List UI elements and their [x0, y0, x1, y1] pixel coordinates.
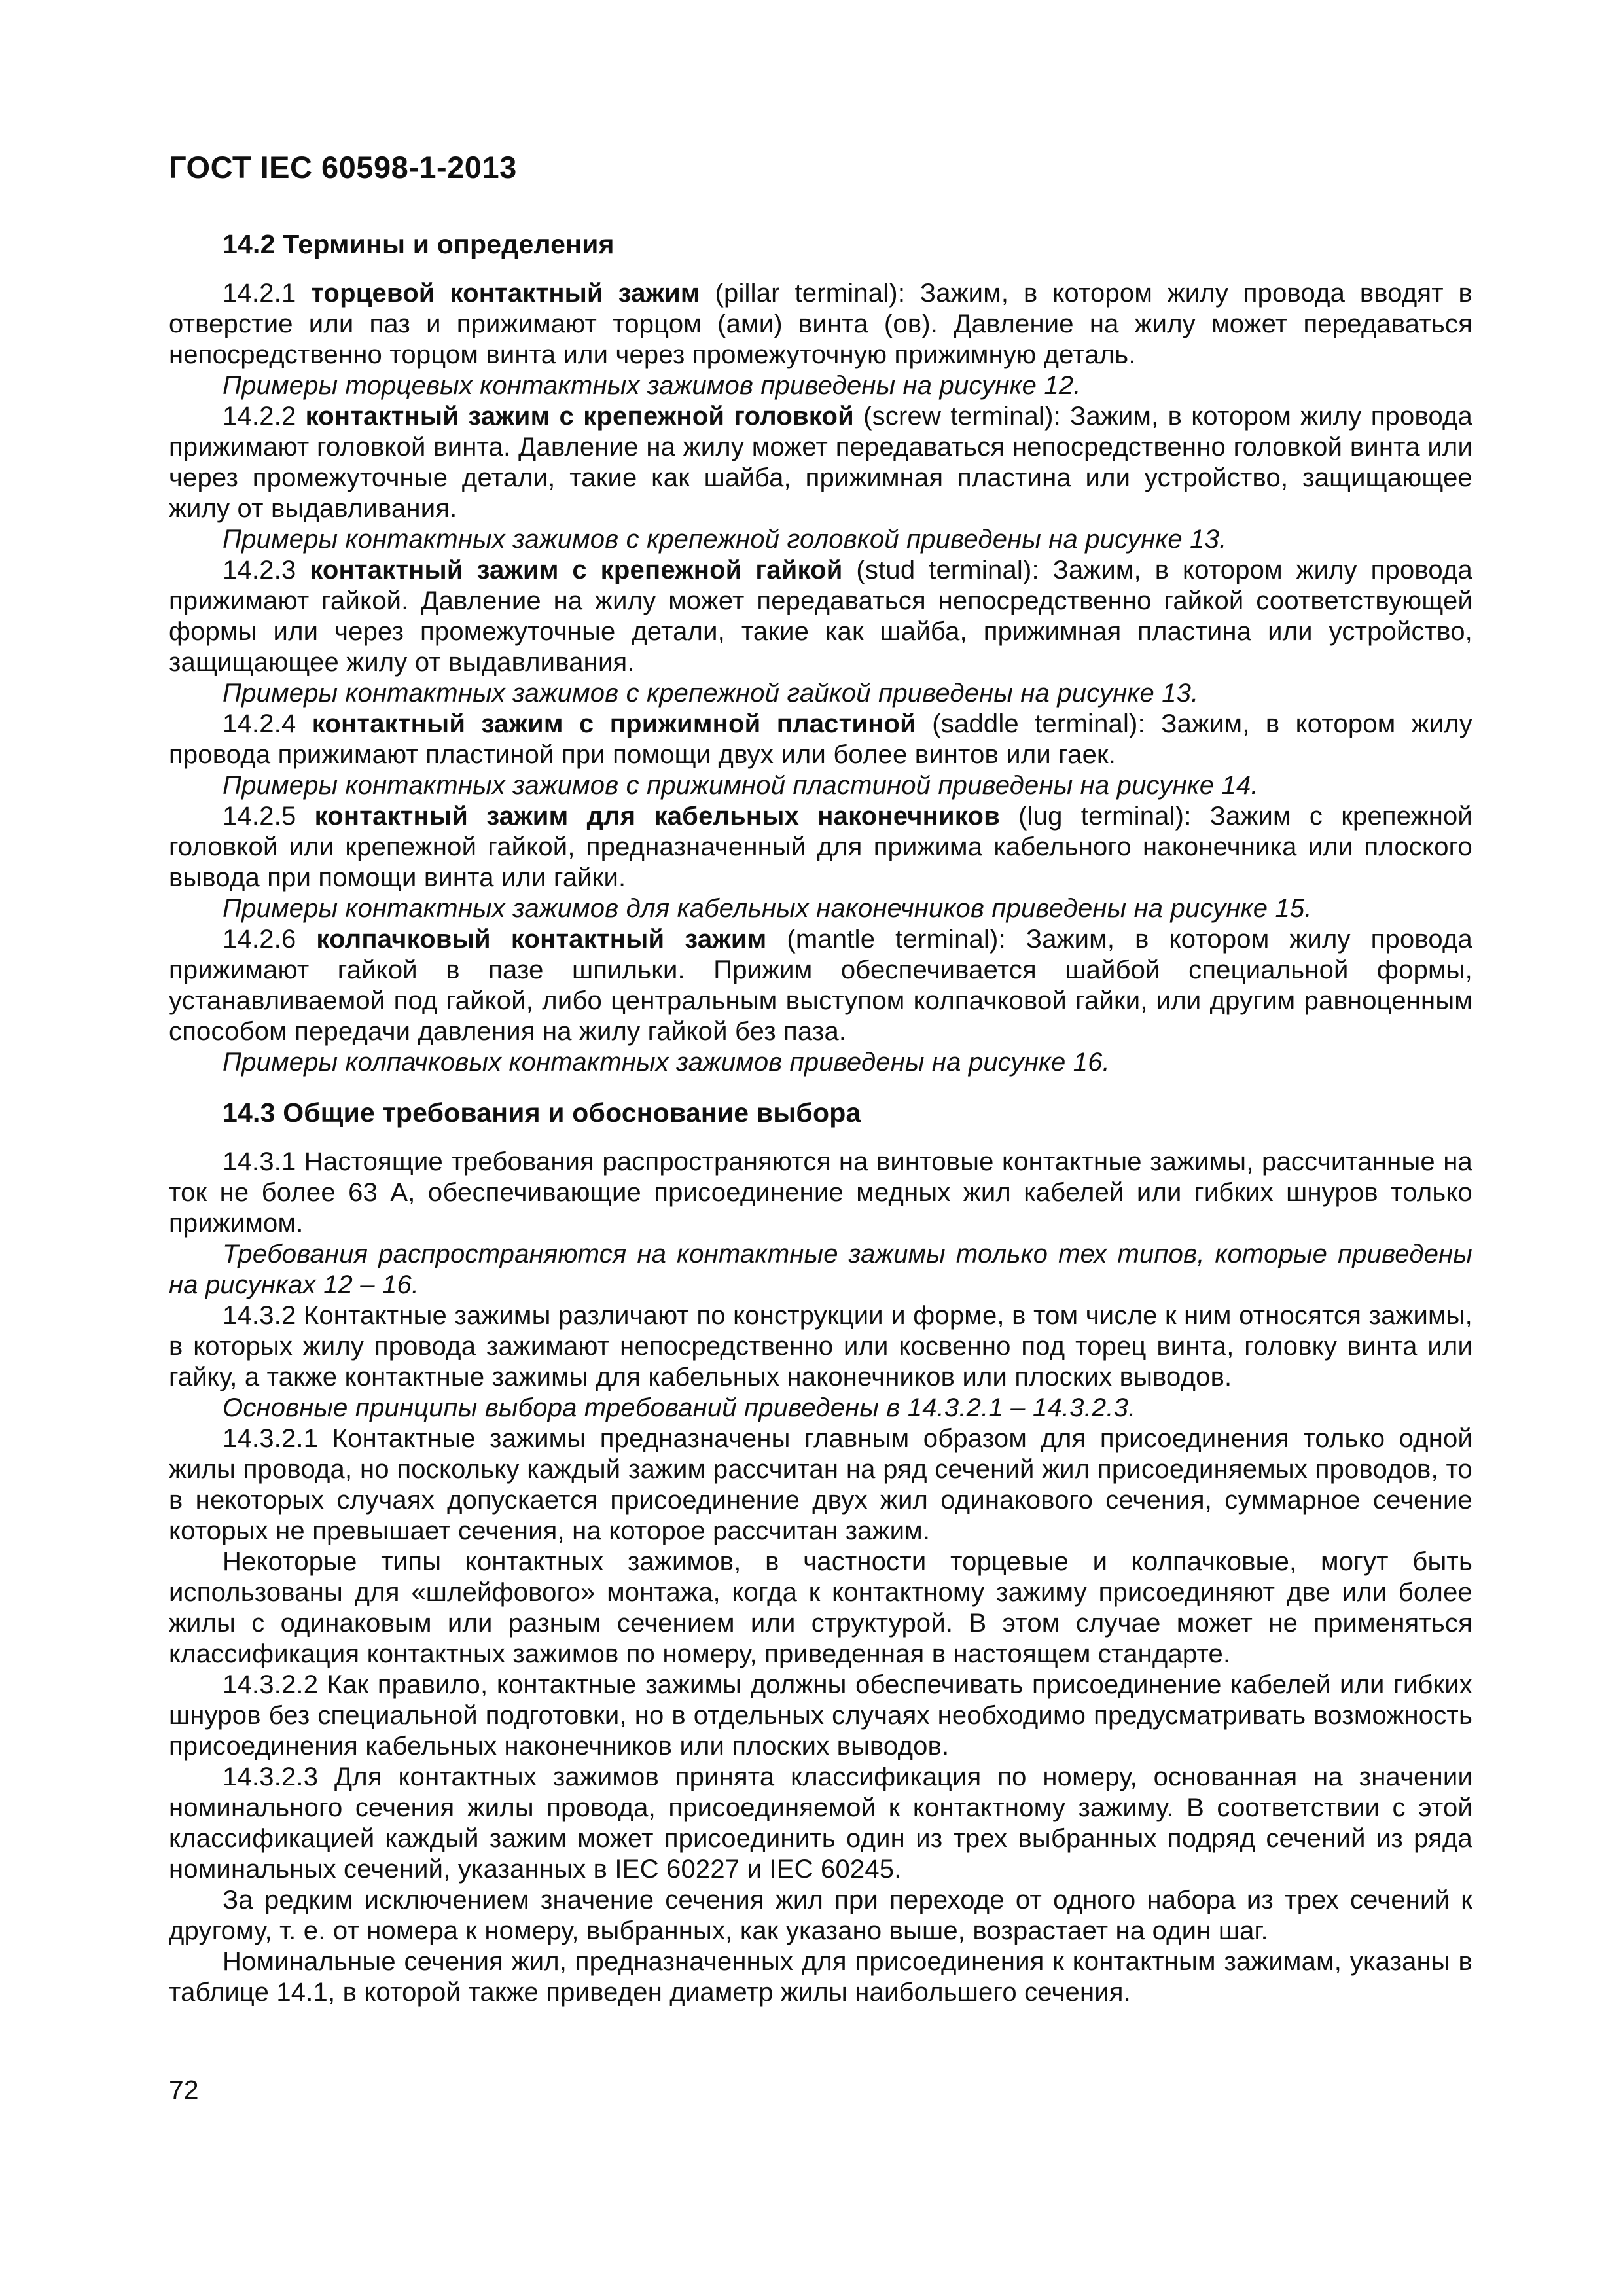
term-number: 14.2.6 — [223, 925, 317, 954]
term-number: 14.2.5 — [223, 802, 315, 831]
clause-14-3-2-3-table-ref: Номинальные сечения жил, предназначенных для присоединения к контактным зажимам, указаны в таблице 14.1, в которой также приведен диаметр жилы наибольшего сечения. — [169, 1947, 1472, 2007]
term-14-2-4 — [169, 709, 1472, 770]
term-definition: (mantle terminal): Зажим, в котором жилу провода прижимают гайкой в пазе шпильки. Прижим обеспечивается шайбой специальной формы, устанавливаемой под гайкой, либо центральным выступом колпачковой гайки, или другим равноценным способом передачи давления на жилу гайкой без паза. — [169, 925, 1472, 1046]
term-14-2-5 — [169, 801, 1472, 893]
term-number: 14.2.4 — [223, 709, 312, 738]
term-14-2-5-example: Примеры контактных зажимов для кабельных наконечников приведены на рисунке 15. — [223, 894, 1312, 923]
term-14-2-2-example: Примеры контактных зажимов с крепежной головкой приведены на рисунке 13. — [223, 525, 1227, 554]
page-number: 72 — [169, 2075, 199, 2105]
term-name: контактный зажим для кабельных наконечников — [314, 802, 1000, 831]
term-14-2-2 — [169, 401, 1472, 524]
clause-14-3-2-1-cont: Некоторые типы контактных зажимов, в частности торцевые и колпачковые, могут быть использованы для «шлейфового» монтажа, когда к контактному зажиму присоединяют две или более жилы с одинаковым или разным сечением или структурой. В этом случае может не применяться классификация контактных зажимов по номеру, приведенная в настоящем стандарте. — [169, 1547, 1472, 1668]
clause-14-3-2-1: 14.3.2.1 Контактные зажимы предназначены главным образом для присоединения только одной жилы провода, но поскольку каждый зажим рассчитан на ряд сечений жил присоединяемых проводов, то в некоторых случаях допускается присоединение двух жил одинакового сечения, суммарное сечение которых не превышает сечения, на которое рассчитан зажим. — [169, 1424, 1472, 1545]
term-definition: (screw terminal): Зажим, в котором жилу провода прижимают головкой винта. Давление на жилу может передаваться непосредственно головкой винта или через промежуточные детали, такие как шайба, прижимная пластина или устройство, защищающее жилу от выдавливания. — [169, 402, 1472, 523]
term-name: контактный зажим с крепежной головкой — [305, 402, 854, 431]
clause-14-3-2-3-cont: За редким исключением значение сечения жил при переходе от одного набора из трех сечений к другому, т. е. от номера к номеру, выбранных, как указано выше, возрастает на один шаг. — [169, 1886, 1472, 1945]
clause-14-3-2: 14.3.2 Контактные зажимы различают по конструкции и форме, в том числе к ним относятся зажимы, в которых жилу провода зажимают непосредственно или косвенно под торец винта, головку винта или гайку, а также контактные зажимы для кабельных наконечников или плоских выводов. — [169, 1301, 1472, 1391]
term-definition: (lug terminal): Зажим с крепежной головкой или крепежной гайкой, предназначенный для прижима кабельного наконечника или плоского вывода при помощи винта или гайки. — [169, 802, 1472, 892]
document-header: ГОСТ IEC 60598-1-2013 — [169, 150, 517, 185]
term-14-2-4-example: Примеры контактных зажимов с прижимной пластиной приведены на рисунке 14. — [223, 771, 1258, 800]
term-14-2-1 — [169, 278, 1472, 370]
term-name: торцевой контактный зажим — [311, 279, 700, 308]
term-14-2-3 — [169, 555, 1472, 678]
term-name: контактный зажим с прижимной пластиной — [312, 709, 916, 738]
clause-14-3-2-3: 14.3.2.3 Для контактных зажимов принята классификация по номеру, основанная на значении номинального сечения жилы провода, присоединяемой к контактному зажиму. В соответствии с этой классификацией каждый зажим может присоединить один из трех выбранных подряд сечений из ряда номинальных сечений, указанных в IEC 60227 и IEC 60245. — [169, 1763, 1472, 1884]
term-number: 14.2.3 — [223, 556, 310, 584]
term-definition: (saddle terminal): Зажим, в котором жилу провода прижимают пластиной при помощи двух или более винтов или гаек. — [169, 709, 1472, 769]
term-name: колпачковый контактный зажим — [316, 925, 767, 954]
clause-14-3-1-note: Требования распространяются на контактные зажимы только тех типов, которые приведены на рисунках 12 – 16. — [169, 1240, 1472, 1299]
term-number: 14.2.1 — [223, 279, 312, 308]
section-14-3-heading: 14.3 Общие требования и обоснование выбора — [223, 1098, 861, 1128]
term-definition: (pillar terminal): Зажим, в котором жилу провода вводят в отверстие или паз и прижимают торцом (ами) винта (ов). Давление на жилу может передаваться непосредственно торцом винта или через промежуточную прижимную деталь. — [169, 279, 1472, 369]
term-name: контактный зажим с крепежной гайкой — [310, 556, 843, 584]
document-body — [169, 229, 1472, 2008]
term-14-2-3-example: Примеры контактных зажимов с крепежной гайкой приведены на рисунке 13. — [223, 679, 1199, 708]
clause-14-3-2-note: Основные принципы выбора требований приведены в 14.3.2.1 – 14.3.2.3. — [223, 1393, 1136, 1422]
clause-14-3-2-2: 14.3.2.2 Как правило, контактные зажимы должны обеспечивать присоединение кабелей или гибких шнуров без специальной подготовки, но в отдельных случаях необходимо предусматривать возможность присоединения кабельных наконечников или плоских выводов. — [169, 1670, 1472, 1761]
term-definition: (stud terminal): Зажим, в котором жилу провода прижимают гайкой. Давление на жилу может передаваться непосредственно гайкой соответствующей формы или через промежуточные детали, такие как шайба, прижимная пластина или устройство, защищающее жилу от выдавливания. — [169, 556, 1472, 677]
term-14-2-6 — [169, 924, 1472, 1047]
term-14-2-1-example: Примеры торцевых контактных зажимов приведены на рисунке 12. — [223, 371, 1081, 400]
term-number: 14.2.2 — [223, 402, 306, 431]
section-14-2-heading: 14.2 Термины и определения — [223, 229, 615, 259]
clause-14-3-1: 14.3.1 Настоящие требования распространяются на винтовые контактные зажимы, рассчитанные на ток не более 63 А, обеспечивающие присоединение медных жил кабелей или гибких шнуров только прижимом. — [169, 1147, 1472, 1238]
term-14-2-6-example: Примеры колпачковых контактных зажимов приведены на рисунке 16. — [223, 1048, 1110, 1077]
